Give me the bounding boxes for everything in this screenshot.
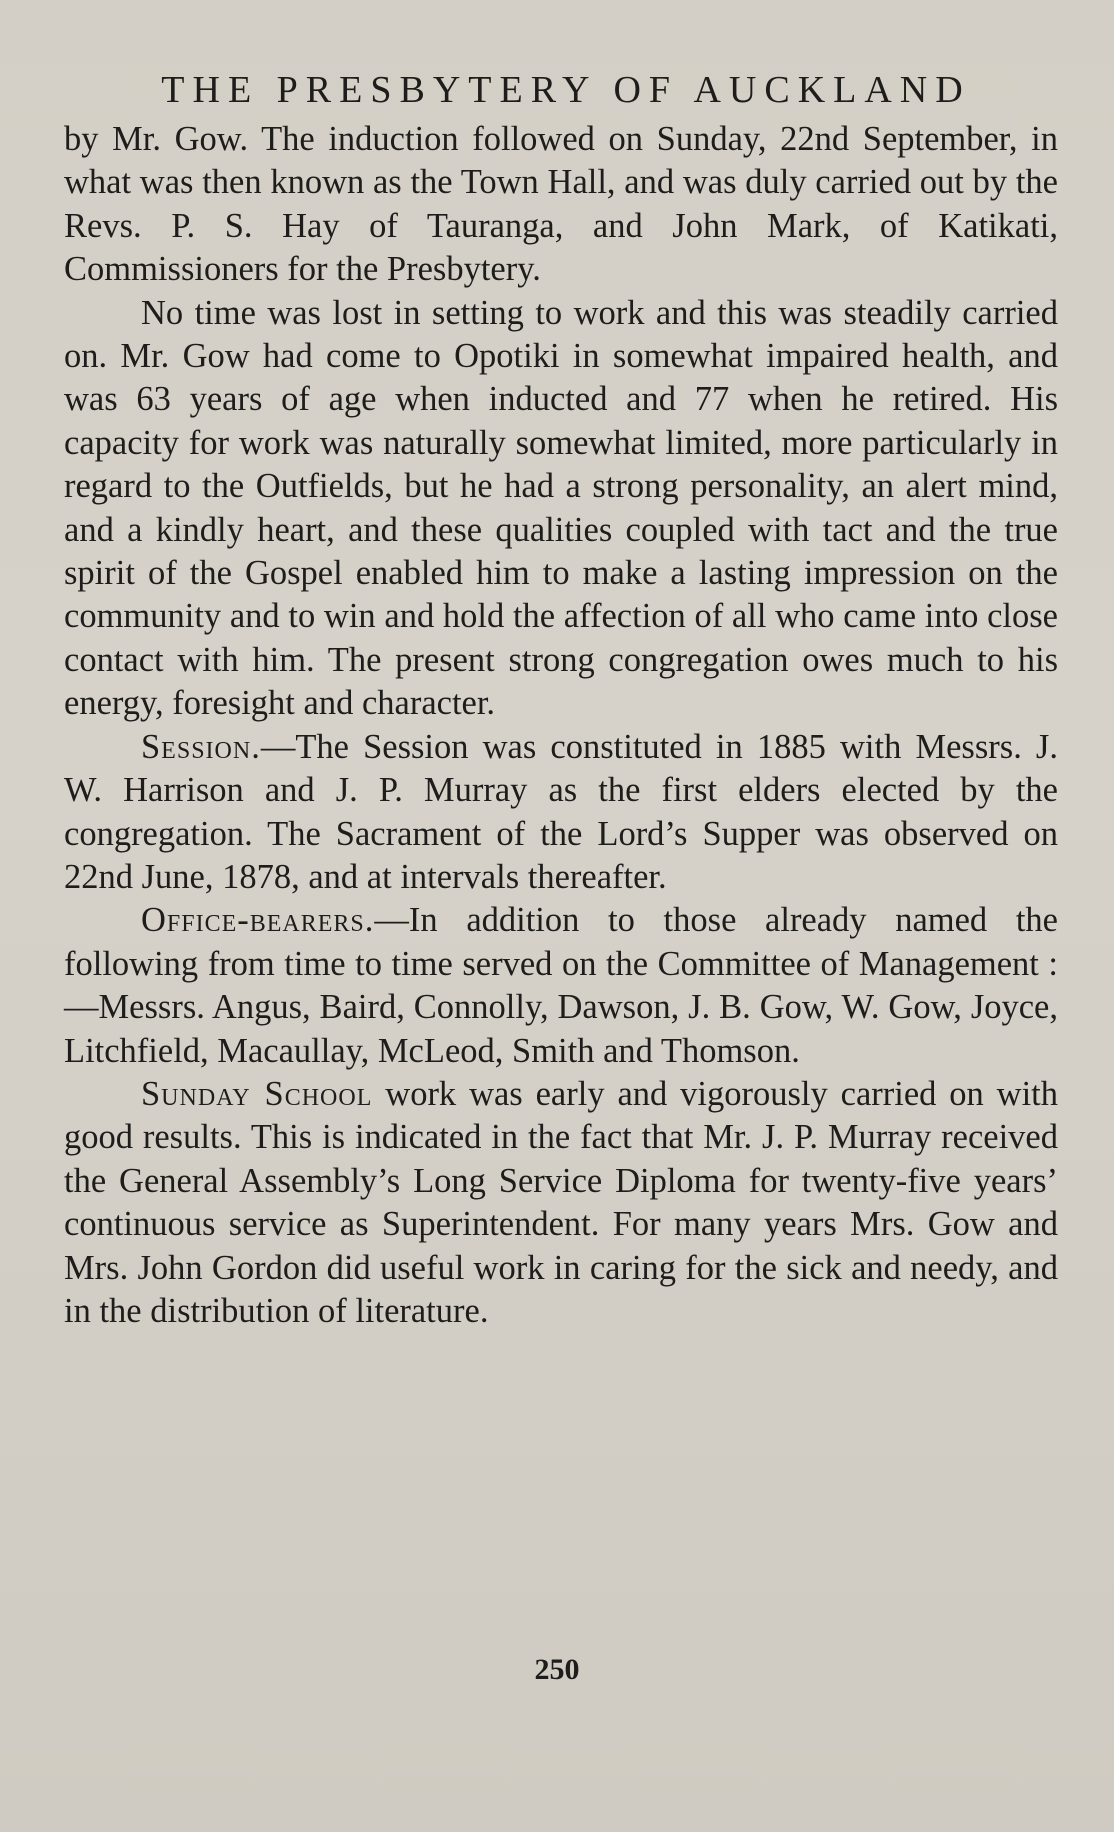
paragraph-office-bearers xyxy=(64,899,1058,1073)
paragraph-ministry: No time was lost in setting to work and this was steadily carried on. Mr. Gow had come to Opotiki in somewhat impaired health, and was 63 years of age when inducted and 77 when he retired. His capacity for work was naturally somewhat limited, more particularly in regard to the Outfields, but he had a strong personality, an alert mind, and a kindly heart, and these qualities coupled with tact and the true spirit of the Gospel enabled him to make a lasting impression on the community and to win and hold the affection of all who came into close contact with him. The present strong congregation owes much to his energy, foresight and character. xyxy=(64,293,1058,723)
body-text xyxy=(64,118,1058,1333)
paragraph-office-bearers-text: —In addition to those already named the following from time to time served on the Committee of Management :—Messrs. Angus, Baird, Connolly, Dawson, J. B. Gow, W. Gow, Joyce, Litchfield, Macaullay, McLeod, Smith and Thomson. xyxy=(64,901,1058,1070)
section-heading-office-bearers: Office-bearers. xyxy=(141,901,375,940)
page-number: 250 xyxy=(534,1653,580,1686)
paragraph-sunday-school-text: work was early and vigorously carried on with good results. This is indicated in the fact that Mr. J. P. Murray received the General Assembly’s Long Service Diploma for twenty-five years’ continuous service as Superintendent. For many years Mrs. Gow and Mrs. John Gordon did useful work in caring for the sick and needy, and in the distribution of literature. xyxy=(64,1074,1058,1330)
section-heading-session: Session. xyxy=(141,727,261,766)
paragraph-session xyxy=(64,726,1058,900)
running-head: THE PRESBYTERY OF AUCKLAND xyxy=(161,69,971,111)
paragraph-induction: by Mr. Gow. The induction followed on Sunday, 22nd September, in what was then known as the Town Hall, and was duly carried out by the Revs. P. S. Hay of Tauranga, and John Mark, of Katikati, Commissioners for the Presbytery. xyxy=(64,120,1058,289)
paragraph-sunday-school xyxy=(64,1073,1058,1333)
section-heading-sunday-school: Sunday School xyxy=(141,1074,373,1113)
paragraph-session-text: —The Session was constituted in 1885 with Messrs. J. W. Harrison and J. P. Murray as the first elders elected by the congregation. The Sacrament of the Lord’s Supper was observed on 22nd June, 1878, and at intervals thereafter. xyxy=(64,727,1058,896)
